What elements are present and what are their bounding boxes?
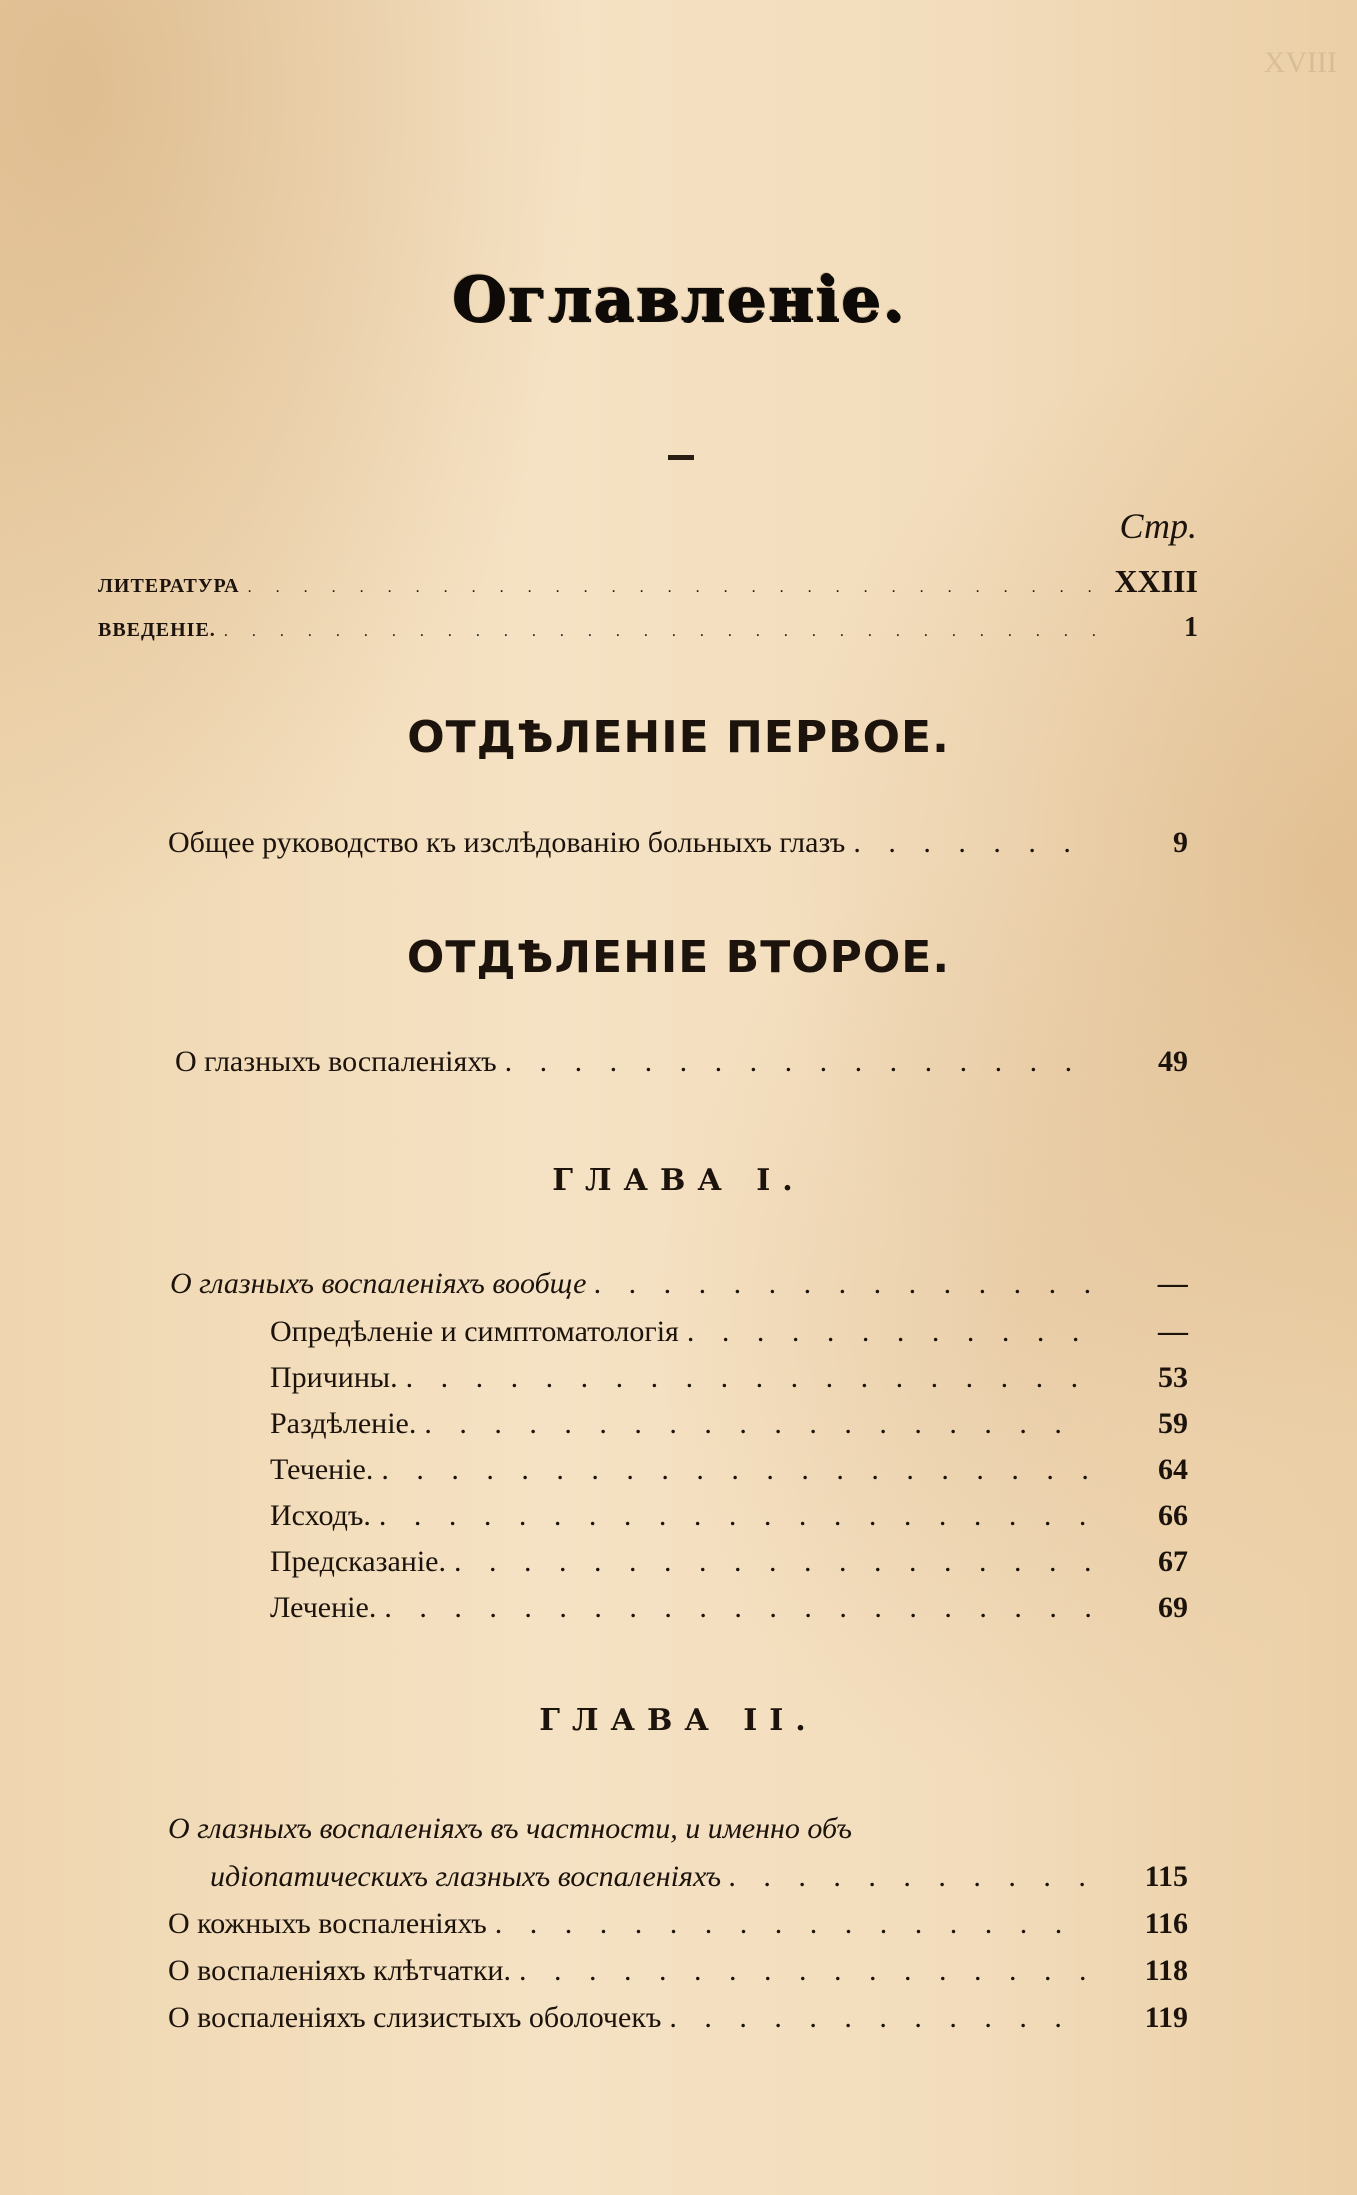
toc-entry-label: ЛИТЕРАТУРА	[98, 575, 240, 597]
leader-dots	[381, 1453, 1090, 1487]
toc-subentry[interactable]	[270, 1453, 1188, 1487]
toc-entry-page: 49	[1158, 1045, 1188, 1078]
toc-entry-label: О глазныхъ воспаленіяхъ	[175, 1045, 497, 1078]
toc-entry-page: 119	[1144, 2001, 1188, 2034]
toc-entry-general-guide[interactable]	[168, 826, 1188, 860]
toc-entry-page: 59	[1158, 1407, 1188, 1440]
toc-entry-label: О воспаленіяхъ клѣтчатки.	[168, 1954, 511, 1987]
toc-entry-page: 64	[1158, 1453, 1188, 1486]
toc-entry-idiopathic[interactable]	[210, 1860, 1188, 1894]
toc-subentry[interactable]	[270, 1545, 1188, 1579]
toc-entry-introduction[interactable]	[98, 612, 1198, 644]
toc-subentry[interactable]	[168, 2001, 1188, 2035]
toc-entry-label: О воспаленіяхъ слизистыхъ оболочекъ	[168, 2001, 662, 2034]
page-title: Оглавленіе.	[451, 262, 906, 335]
toc-entry-page: 66	[1158, 1499, 1188, 1532]
leader-dots	[384, 1591, 1090, 1625]
leader-dots	[519, 1954, 1090, 1988]
toc-entry-page: 67	[1158, 1545, 1188, 1578]
page-column-label: Стр.	[1119, 506, 1197, 546]
toc-subentry[interactable]	[168, 1954, 1188, 1988]
chapter-heading-1: ГЛАВА I.	[552, 1163, 805, 1198]
toc-entry-label: идіопатическихъ глазныхъ воспаленіяхъ	[210, 1860, 722, 1893]
toc-entry-literature[interactable]	[98, 563, 1198, 600]
toc-entry-label: Исходъ.	[270, 1499, 371, 1532]
leader-dots	[687, 1315, 1090, 1349]
leader-dots	[495, 1907, 1090, 1941]
toc-entry-inflammations-general[interactable]	[170, 1267, 1188, 1301]
toc-entry-label: Причины.	[270, 1361, 398, 1394]
chapter-heading-2: ГЛАВА II.	[539, 1703, 818, 1738]
toc-entry-label: ВВЕДЕНІЕ.	[98, 619, 216, 641]
leader-dots	[669, 2001, 1090, 2035]
bleed-through-text: XVIII	[1263, 46, 1337, 79]
toc-entry-page: XXIII	[1114, 563, 1198, 599]
toc-subentry[interactable]	[270, 1315, 1188, 1349]
toc-entry-page: 53	[1158, 1361, 1188, 1394]
toc-subentry[interactable]	[270, 1407, 1188, 1441]
toc-entry-page: 69	[1158, 1591, 1188, 1624]
toc-subentry[interactable]	[168, 1907, 1188, 1941]
toc-entry-page: 9	[1173, 826, 1188, 859]
section-heading-1: ОТДѢЛЕНІЕ ПЕРВОЕ.	[407, 712, 950, 763]
toc-entry-label: Раздѣленіе.	[270, 1407, 417, 1440]
leader-dots	[424, 1407, 1090, 1441]
leader-dots	[505, 1045, 1090, 1079]
toc-entry-page: 1	[1184, 612, 1198, 643]
toc-entry-eye-inflammations[interactable]	[175, 1045, 1188, 1079]
toc-entry-page: 118	[1144, 1954, 1188, 1987]
toc-subentry[interactable]	[270, 1361, 1188, 1395]
section-heading-2: ОТДѢЛЕНІЕ ВТОРОЕ.	[406, 932, 951, 983]
toc-entry-label: О глазныхъ воспаленіяхъ вообще	[170, 1267, 587, 1300]
title-divider	[668, 455, 694, 460]
toc-subentry[interactable]	[270, 1591, 1188, 1625]
toc-entry-label: Леченіе.	[270, 1591, 377, 1624]
toc-entry-label: Опредѣленіе и симптоматологія	[270, 1315, 679, 1348]
toc-entry-page: 116	[1144, 1907, 1188, 1940]
toc-entry-page: —	[1158, 1267, 1188, 1300]
leader-dots	[853, 826, 1090, 860]
leader-dots	[224, 623, 1100, 641]
leader-dots	[406, 1361, 1090, 1395]
leader-dots	[454, 1545, 1090, 1579]
leader-dots	[248, 579, 1100, 597]
toc-entry-label: Общее руководство къ изслѣдованію больныхъ глазъ	[168, 826, 846, 859]
toc-entry-page: 115	[1144, 1860, 1188, 1893]
toc-entry-label: Теченіе.	[270, 1453, 374, 1486]
leader-dots	[594, 1267, 1090, 1301]
toc-subentry[interactable]	[270, 1499, 1188, 1533]
toc-entry-label-line1: О глазныхъ воспаленіяхъ въ частности, и именно объ	[168, 1812, 852, 1845]
toc-entry-page: —	[1158, 1315, 1188, 1348]
leader-dots	[379, 1499, 1090, 1533]
leader-dots	[729, 1860, 1090, 1894]
toc-entry-label: Предсказаніе.	[270, 1545, 446, 1578]
toc-entry-label: О кожныхъ воспаленіяхъ	[168, 1907, 487, 1940]
